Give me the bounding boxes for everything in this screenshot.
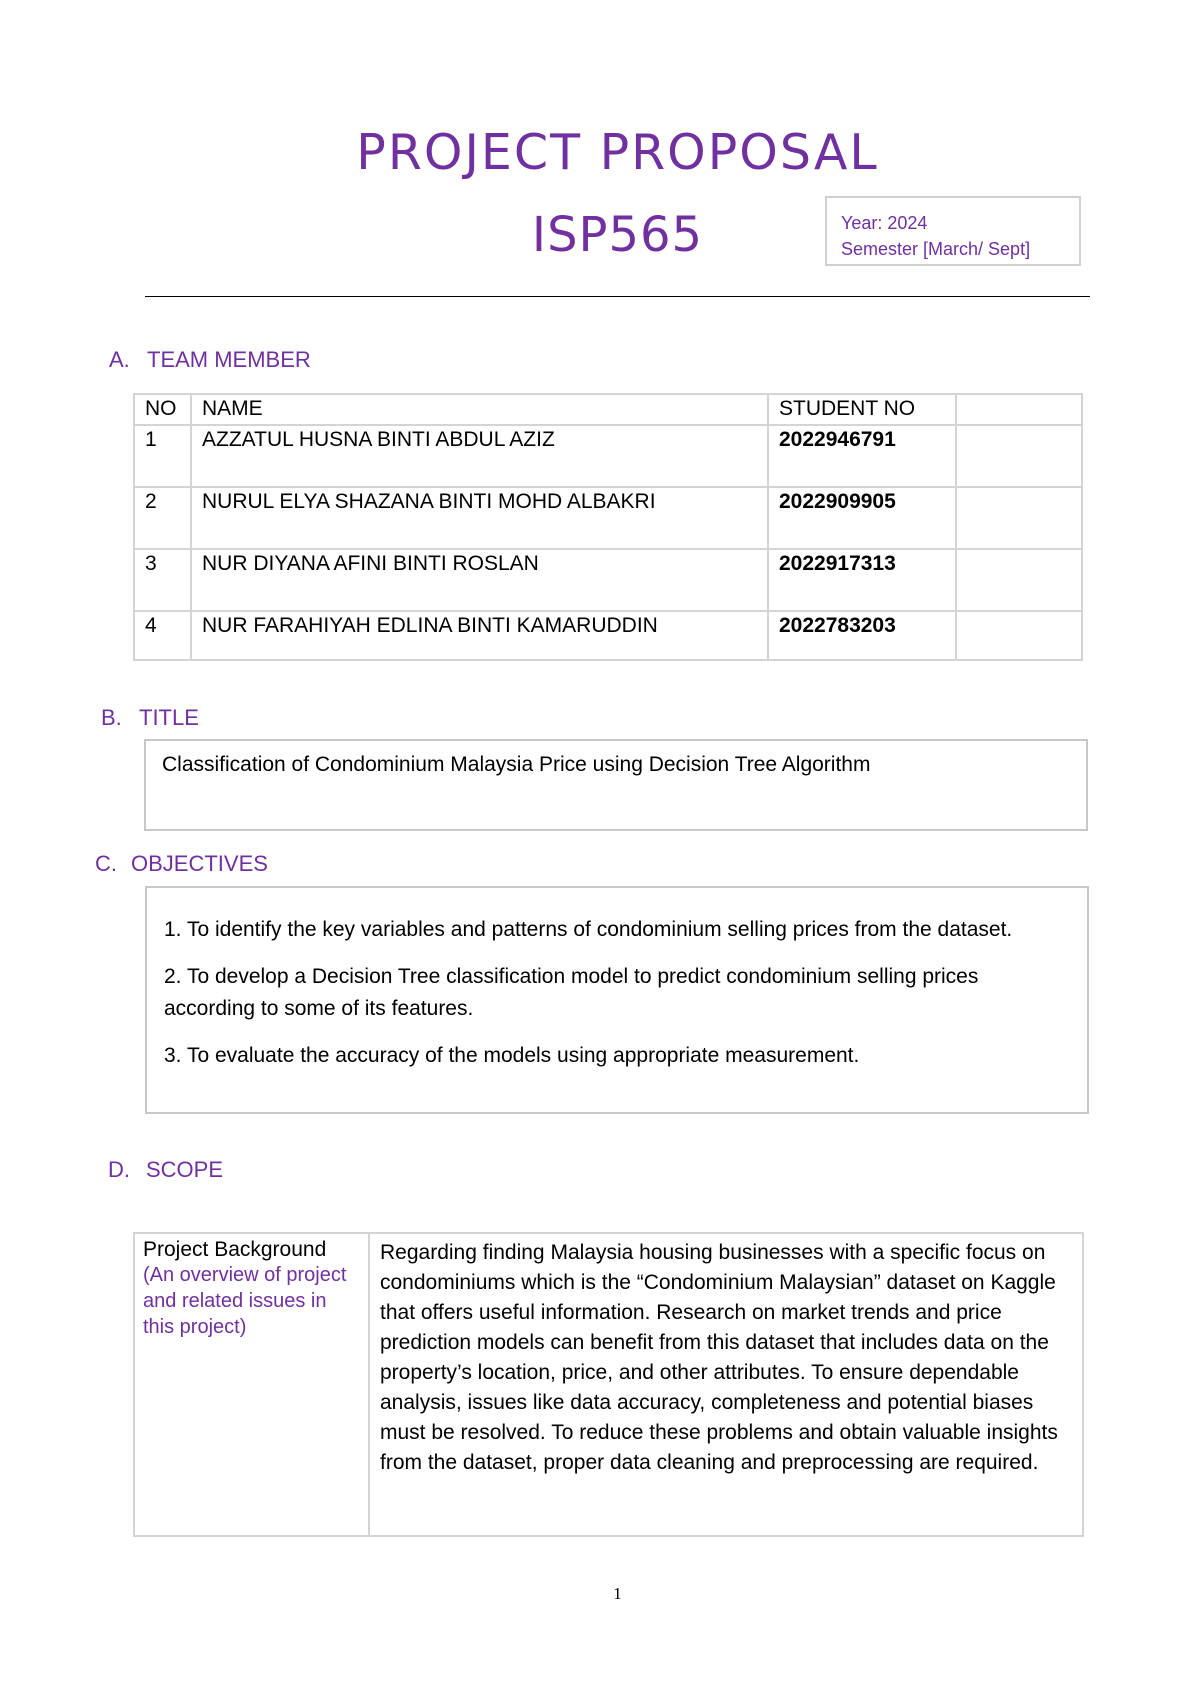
member-no: 3 <box>134 549 191 611</box>
scope-label-cell <box>134 1233 369 1536</box>
section-letter: C. <box>95 851 117 876</box>
year-semester-box <box>825 196 1081 266</box>
course-code: ISP565 <box>531 207 704 263</box>
column-header: NO <box>134 394 191 425</box>
member-no: 4 <box>134 611 191 660</box>
section-label: TITLE <box>139 705 199 730</box>
semester-label: Semester [March/ Sept] <box>841 239 1031 259</box>
table-row <box>134 611 1082 660</box>
table-header-row <box>134 394 1082 425</box>
table-row <box>134 549 1082 611</box>
section-label: SCOPE <box>146 1157 224 1182</box>
table-row <box>134 487 1082 549</box>
section-heading-team <box>109 347 311 373</box>
section-letter: B. <box>101 705 122 730</box>
scope-hint: (An overview of project and related issues in this project) <box>143 1264 347 1338</box>
member-no: 1 <box>134 425 191 487</box>
member-name: NUR FARAHIYAH EDLINA BINTI KAMARUDDIN <box>191 611 768 660</box>
column-header: NAME <box>191 394 768 425</box>
section-heading-scope <box>108 1157 223 1183</box>
table-row <box>134 1233 1083 1536</box>
scope-text: Regarding finding Malaysia housing businesses with a specific focus on condominiums which is the “Condominium Malaysian” dataset on Kaggle that offers useful information. Research on market trends and price prediction models can benefit from this dataset that includes data on the property’s location, price, and other attributes. To ensure dependable analysis, issues like data accuracy, completeness and potential biases must be resolved. To reduce these problems and obtain valuable insights from the dataset, proper data cleaning and preprocessing are required. <box>369 1233 1083 1536</box>
section-letter: A. <box>109 347 130 372</box>
section-label: TEAM MEMBER <box>147 347 311 372</box>
empty-cell <box>956 549 1082 611</box>
section-letter: D. <box>108 1157 130 1182</box>
student-no: 2022783203 <box>768 611 956 660</box>
empty-cell <box>956 487 1082 549</box>
project-title: Classification of Condominium Malaysia Price using Decision Tree Algorithm <box>162 753 871 776</box>
objectives-box <box>145 886 1089 1114</box>
student-no: 2022909905 <box>768 487 956 549</box>
empty-cell <box>956 611 1082 660</box>
objective-item: 2. To develop a Decision Tree classification model to predict condominium selling prices according to some of its features. <box>164 965 979 1020</box>
header-divider <box>145 296 1090 297</box>
member-name: NUR DIYANA AFINI BINTI ROSLAN <box>191 549 768 611</box>
section-heading-title <box>101 705 199 731</box>
document-title: PROJECT PROPOSAL <box>356 124 879 181</box>
section-label: OBJECTIVES <box>131 851 268 876</box>
member-name: AZZATUL HUSNA BINTI ABDUL AZIZ <box>191 425 768 487</box>
member-no: 2 <box>134 487 191 549</box>
table-row <box>134 425 1082 487</box>
page-number: 1 <box>613 1584 622 1603</box>
column-header: STUDENT NO <box>768 394 956 425</box>
objective-item: 3. To evaluate the accuracy of the models using appropriate measurement. <box>164 1044 860 1067</box>
student-no: 2022946791 <box>768 425 956 487</box>
empty-cell <box>956 425 1082 487</box>
team-table <box>133 393 1083 661</box>
student-no: 2022917313 <box>768 549 956 611</box>
scope-table <box>133 1232 1084 1537</box>
scope-label: Project Background <box>143 1238 327 1261</box>
project-title-box <box>144 739 1088 831</box>
column-header <box>956 394 1082 425</box>
objective-item: 1. To identify the key variables and patterns of condominium selling prices from the dataset. <box>164 918 1013 941</box>
year-label: Year: 2024 <box>841 213 928 233</box>
member-name: NURUL ELYA SHAZANA BINTI MOHD ALBAKRI <box>191 487 768 549</box>
section-heading-objectives <box>95 851 268 877</box>
